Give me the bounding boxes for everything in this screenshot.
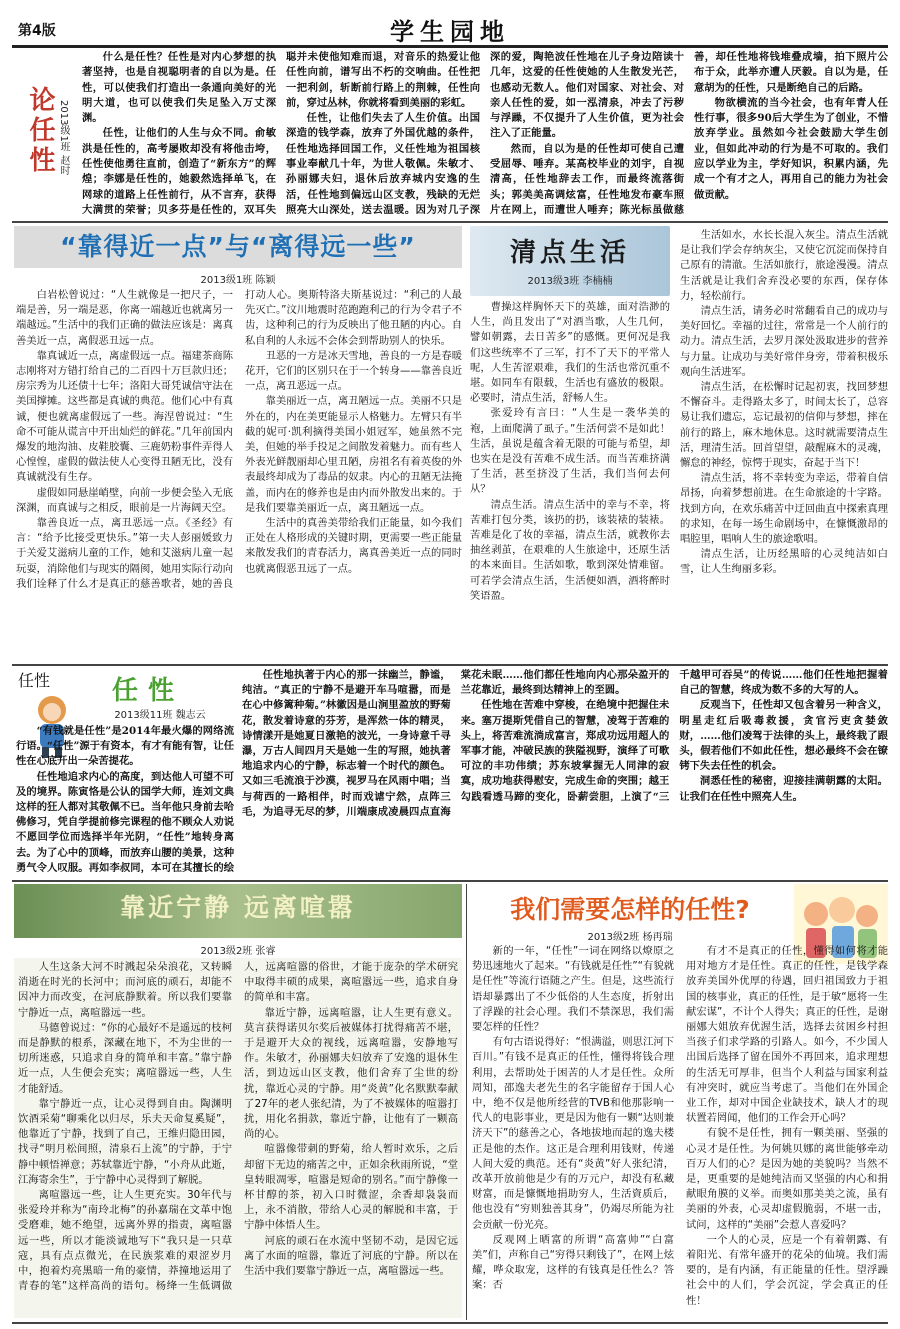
section5-paragraph: 喧嚣像带刺的野菊，给人暂时欢乐，之后却留下无边的痛苦之中，正如余秋雨所说，“堂皇转眼凋零，喧嚣是短命的别名。”而宁静像一杯甘醇的茶，初入口时微涩，余香却袅袅而上，永不消散，带给人心灵的解脱和丰富，于宁静中体悟人生。 bbox=[244, 1143, 458, 1232]
section3-paragraph: 张爱玲有言曰：“人生是一袭华美的袍，上面爬满了虱子。”生活何尝不是如此！生活，虽说是蕴含着无限的可能与希望，却也实在是没有苦难不成生活。而当苦难挤满了生活，甚至挤没了生活，我们当何去何从？ bbox=[470, 407, 670, 496]
divider bbox=[12, 880, 888, 882]
column-divider bbox=[466, 884, 467, 1320]
section6-paragraph: 有才不是真正的任性，懂得如何将才能用对地方才是任性。真正的任性，是钱学森放弃美国外优厚的待遇，回归祖国致力于祖国的核事业，真正的任性，是于敏“愿将一生献宏谋”，不计个人得失；真正的任性，是谢丽娜大姐放弃优渥生活，选择去贫困乡村担当孩子们求学路的引路人。如今，不少国人出国后选择了留在国外不再回来，追求理想的生活无可厚非，但当个人利益与国家利益有冲突时，就应当考虑了。当他们在外国企业工作，却对中国企业缺技术，缺人才的现状置若罔闻，他们的工作会开心吗？ bbox=[686, 945, 888, 1125]
section3-paragraph: 清点生活，将不幸转变为幸运，带着自信昂扬，向着梦想前进。在生命旅途的十字路。找到方向，在欢乐痛苦中迂回曲直中探索真理的求知，在每一场生命剧场中，在慷慨激昂的唱腔里，唱响人生的旅途歌唱。 bbox=[680, 472, 888, 546]
section3-body-b bbox=[680, 228, 888, 662]
section6-title: 我们需要怎样的任性? bbox=[510, 895, 750, 924]
section6-paragraph: 反观网上晒富的所谓“高富帅”“白富美”们，声称自己“穷得只剩钱了”，在网上炫耀，哗众取宠，这样的有钱真是任性么？答案：否 bbox=[472, 1233, 674, 1292]
section2-paragraph: 生活中的真善美带给我们正能量，如今我们正处在人格形成的关键时期，更需要一些正能量来散发我们的青春活力，离真善美近一点的同时也就离假恶丑远了一点。 bbox=[245, 517, 462, 575]
section1-body bbox=[82, 50, 888, 220]
section4-paragraph: 反观当下，任性却又包含着另一种含义，明星走红后吸毒救援，贪官污吏贪婪敛财，……他们凌驾于法律的头上，最终栽了跟头，假若他们不如此任性，想必最终不会在镣铐下失去任性的机会。 bbox=[679, 699, 888, 773]
section4-paragraph: 洞悉任性的秘密，迎接挂满朝露的太阳。让我们在任性中照亮人生。 bbox=[679, 775, 888, 803]
section5-paragraph: 马德曾说过：“你的心最好不是遥远的枝柯而是静默的根系，深藏在地下，不为尘世的一切所迷惑，只追求自身的简单和丰富。”靠宁静近一点，人生便会充实；离喧嚣远一些，人生才能舒适。 bbox=[18, 1021, 232, 1095]
section4-paragraph: 任性地追求内心的高度，到达他人可望不可及的境界。陈寅恪是公认的国学大师，连刘文典这样的狂人都对其敬佩不已。当年他只身前去哈佛修习，凭自学提前修完课程的他不顾众人劝说不愿回学位而选择半年光阴，“任性”地转身离去。为了心中的顶峰，而放弃山腰的美景，这种勇气令人叹服。再如李叔同，本可在其擅长的绘 bbox=[16, 770, 234, 874]
section5-paragraph: 人生这条大河不时溅起朵朵浪花，又转瞬消逝在时光的长河中；而河底的顽石，却能不因冲力而改变，在河底静默着。所以我们要靠宁静近一点，离喧嚣远一些。 bbox=[18, 961, 232, 1019]
section1-paragraph: 物欲横流的当今社会，也有年青人任性行事，很多90后大学生为了创业，不惜放弃学业。虽然如今社会鼓励大学生创业，但如此冲动的行为是不可取的。我们应以学业为主，学好知识，积累内涵，先成一个有才之人，再用自己的能力为社会做贡献。 bbox=[694, 96, 888, 201]
section3-paragraph: 清点生活，在松懈时记起初衷，找回梦想不懈奋斗。走得路太多了，时间太长了，总容易让我们遗忘，忘记最初的信仰与梦想，摔在前行的路上，麻木地休息。这时就需要清点生活，理清生活。回首望望，敲醒麻木的灵魂，懈怠的神经，惊愕于现实，奋起于当下！ bbox=[680, 381, 888, 470]
section4-title: 任性 bbox=[112, 676, 185, 706]
footer-rule bbox=[12, 1322, 888, 1324]
section3-body-a bbox=[470, 300, 670, 662]
section4-paragraph: 任性地在苦难中穿梭，在绝境中把握住未来。塞万提斯凭借自己的智慧，凌驾于苦难的头上，将苦难流淌成富言，郑成功远用超人的军事才能，冲破民族的狭隘视野，演绎了可歌可泣的丰功伟绩；苏东坡掌握无人同津的寂寞，成功地获得慰安，完成生命的突围；越王勾践看透马蹄的变化，卧薪尝胆，上演了“三千越甲可吞吴”的传说……他们任性地把握着自己的智慧，终成为数不多的大写的人。 bbox=[460, 669, 888, 803]
section3-paragraph: 曹操这样胸怀天下的英雄，面对浩渺的人生，尚且发出了“对酒当歌，人生几何，譬如朝露，去日苦多”的感慨。更何况是我们这些统率不了三军，打不了天下的平常人呢，人生苦涩艰难，我们的生活也常沉重不堪。如同车有限载，生活也有盛放的极限。必要时，清点生活，舒畅人生。 bbox=[470, 301, 670, 405]
section5-paragraph: 靠宁静近一点，让心灵得到自由。陶渊明饮酒采菊“聊乘化以归尽，乐夫天命复奚疑”，他靠近了宁静，找到了自己，王维归隐田园，找寻“明月松间照，清泉石上流”的宁静，于宁静中顿悟禅意；苏轼靠近宁静，“小舟从此逝，江海寄余生”，于宁静中心灵得到了解脱。 bbox=[18, 1097, 232, 1186]
section1-paragraph: 任性，让他们失去了人生价值。出国深造的钱学森，放弃了外国优越的条件，任性地选择回国工作，义任性地为祖国核事业奉献几十年，为世人敬佩。朱敏才、孙丽娜夫妇，退休后放弃城内安逸的生活，任性地到偏远山区支教，残缺的无烂照亮大山深处，送去温暖。因为对几子深深的爱，陶艳波任性地在儿子身边陪读十几年，这爱的任性使她的人生散发光芒，也感动无数人。他们对国家、对社会、对亲人任性的爱，如一泓清泉，冲去了污秽与浮躁，不仅提升了人生价值，更为社会注入了正能量。 bbox=[286, 51, 684, 216]
section1-title: 论任性 bbox=[25, 86, 55, 176]
divider bbox=[12, 664, 888, 666]
section3-paragraph: 生活如水，水长长混入灰尘。清点生活就是让我们学会存纳灰尘，又使它沉淀而保持自己原有的清澈。生活如旅行，旅途漫漫。清点生活就是让我们舍弃没必要的东西，保存体力，轻松前行。 bbox=[680, 229, 888, 302]
section1-paragraph: 任性，让他们的人生与众不同。俞敏洪是任性的，高考屡败却没有将他击垮，任性使他勇往直前，创造了“新东方”的辉煌；李娜是任性的，她毅然选择单飞，在网球的道路上任性前行，从不言弃，获得大满贯的荣誉；贝多芬是任性的，双耳失聪并未使他知难而退，对音乐的热爱让他任性向前，谱写出不朽的交响曲。任性把一把利剑，斩断前行路上的荆棘，任性向前，穿过丛林，你就将看到美丽的彩虹。 bbox=[82, 51, 480, 216]
divider bbox=[12, 221, 888, 223]
section2-paragraph: 靠真诚近一点，离虚假远一点。福建茶商陈志刚将对方错打给自己的二百四十万巨款归还；房宗秀为儿还债十七年；洛阳大哥凭诚信守法在美国撑摊。这些都是真诚的典范。他们心中有真诚，便也就离虚假远了一些。海涅曾说过：“生命不可能从谎言中开出灿烂的鲜花。”几年前国内爆发的地沟油、皮鞋胶囊、三鹿奶粉事件弄得人心惶惶，虚假的做法使人心变得丑陋无比，没有真诚就没有生存。 bbox=[16, 349, 233, 484]
section3-paragraph: 清点生活，请务必时常翻看自己的成功与美好回忆。幸福的过往，常常是一个人前行的动力。清点生活，去罗月深处汲取进步的营养与力量。让成功与美好常伴身旁，带着积极乐观向生活进军。 bbox=[680, 305, 888, 378]
section6-paragraph: 新的一年，“任性”一词在网络以燎原之势迅速地火了起来。“有钱就是任性”“有貌就是任性”等流行语随之产生。但是，这些流行语却暴露出了不少低俗的人生态度，折射出了浮躁的社会心理。我们不禁深思，我们需要怎样的任性？ bbox=[472, 945, 674, 1034]
section5-paragraph: 河底的顽石在水流中坚韧不动，是因它远离了水面的喧嚣，靠近了河底的宁静。所以在生活中我们要靠宁静近一点，离喧嚣远一些。 bbox=[244, 1234, 458, 1278]
section2-paragraph: 靠善良近一点，离丑恶远一点。《圣经》有言：“给予比接受更快乐。”第一夫人彭丽媛致力于关爱艾滋病儿童的工作，她和艾滋病儿童一起玩耍，消除他们与现实的隔阂，她用实际行动向我们诠释了什么才是真正的慈善歌者，她的善良打动人心。奥斯特洛夫斯基说过：“利己的人最先灭亡。”汶川地震时范跑跑利己的行为令君子不齿，这种利己的行为反映出了他丑陋的内心。自私自利的人永远不会体会到帮助别人的快乐。 bbox=[16, 289, 462, 590]
section6-paragraph: 有貌不是任性，拥有一颗美丽、坚强的心灵才是任性。为何姚贝娜的离世能够牵动百万人们的心？是因为她的美貌吗？当然不是，更重要的是她纯洁而又坚强的内心和捐献眼角膜的义举。而奥如那美美之流，虽有美丽的外表，心灵却虚假脆弱，不堪一击，试问，这样的“美丽”会惹人喜爱吗？ bbox=[686, 1127, 888, 1231]
section3-byline: 2013级3班 李楠楠 bbox=[527, 276, 613, 287]
section6-paragraph: 有句古语说得好：“恨满溢，则思江河下百川。”有钱不是真正的任性，懂得将钱合理利用，去帮助处于困苦的人才是任性。众所周知，邵逸夫老先生的名字能留存于国人心中，绝不仅是他所经营的TVB和他那影响一代人的电影事业，更是因为他有一颗“达则兼济天下”的慈善之心，各地拔地而起的逸夫楼正是他的杰作。这正是合理利用钱财，传递人间大爱的典范。还有“炎黄”好人张纪清，改革开放前他是少有的万元户，却没有私藏财富，而是慷慨地捐助穷人，生活資质后，他也没有“穷则独善其身”，仍竭尽所能为社会贡献一份光亮。 bbox=[472, 1036, 674, 1231]
section2-byline: 2013级1班 陈颖 bbox=[200, 275, 276, 286]
section5-title: 靠近宁静 远离喧嚣 bbox=[120, 893, 356, 922]
section2-body bbox=[16, 288, 462, 660]
section4-corner-label: 任性 bbox=[18, 671, 51, 690]
section4-body-a bbox=[16, 724, 234, 876]
section6-byline: 2013级2班 杨再瑞 bbox=[587, 932, 673, 943]
section2-paragraph: 丑恶的一方是冰天雪地，善良的一方是春暖花开，它们的区别只在于一个转身——靠善良近一点，离丑恶远一点。 bbox=[245, 349, 462, 393]
section3-title: 清点生活 bbox=[509, 238, 630, 268]
section5-byline: 2013级2班 张睿 bbox=[200, 946, 276, 957]
section6-body bbox=[472, 944, 888, 1320]
section5-paragraph: 离喧嚣远一些，让人生更充实。30年代与张爱玲并称为“南玲北梅”的孙嘉瑞在文革中饱受磨难，她不绝望，远离外界的指责，离喧嚣远一些，所以才能淡诚地写下“我只是一只草寇，具有点点微光，在民族浆难的艰涩岁月中，抱着灼亮黑暗一角的豪情，莽撞地运用了青春的笔”这样高尚的语句。杨绛一生低调做人，远离喧嚣的俗世，才能于庞杂的学术研究中取得丰硕的成果，离喧嚣远一些，追求自身的简单和丰富。 bbox=[18, 961, 458, 1293]
section3-paragraph: 清点生活，让历经黑暗的心灵纯洁如白雪，让人生绚丽多彩。 bbox=[680, 548, 888, 576]
section4-byline: 2013级11班 魏志云 bbox=[114, 710, 206, 721]
page-header bbox=[12, 8, 888, 48]
section5-paragraph: 靠近宁静，远离喧嚣，让人生更有意义。莫言获得诺贝尔奖后被媒体打扰得痛苦不堪，于是避开大众的视线，远离喧嚣，安静地写作。朱敏才，孙丽娜夫妇放弃了安逸的退休生活，到边远山区支教，他们舍弃了尘世的纷扰，靠近心灵的宁静。用“炎黄”化名默默奉献了27年的老人张纪清，为了不被媒体的喧嚣打扰，用化名捐款，靠近宁静，让他有了一颗高尚的心。 bbox=[244, 1006, 458, 1141]
section2-paragraph: 白岩松曾说过：“人生就像是一把尺子，一端是善，另一端是恶，你离一端越近也就离另一端越远。”生活中的我们正确的做法应该是：离真善美近一点，离假恶丑远一点。 bbox=[16, 289, 233, 347]
page-title: 学生园地 bbox=[390, 17, 510, 46]
section5-body bbox=[14, 958, 462, 1318]
page-number: 第4版 bbox=[18, 23, 56, 39]
section1-byline: 2013级1班 赵时 bbox=[58, 100, 69, 175]
section4-body-b bbox=[242, 668, 888, 876]
section4-paragraph: 任性地执著于内心的那一抹幽兰，静谧，纯洁。“真正的宁静不是避开车马喧嚣，而是在心中修篱种菊。”林徽因是山涧里盈放的野菊花，散发着诗意的芬芳，是浑然一体的精灵，诗情漾开是她夏日激艳的波光，一身诗意千寻瀑，万古人间四月天是她一生的写照，她执著地追求内心的宁静，标志着一个时代的颜色。又如三毛流浪于沙漠，视罗马在风雨中唱；当与荷西的一路相伴，时而戏谑宁然，点阵三毛，为追寻无尽的梦，川端康成凌晨四点直海棠花未眠……他们都任性地向内心那朵盈开的兰花靠近，最终到达精神上的至圆。 bbox=[242, 669, 670, 818]
section2-paragraph: 靠美丽近一点，离丑陋远一点。美丽不只是外在的，内在美更能显示人格魅力。左臂只有半截的妮可·凯利摘得美国小姐冠军，她虽然不完美，但她的举手投足之间散发着魅力。而有些人外表光鲜靓丽却心里丑陋，房祖名有着英俊的外表最终却成为了毒品的奴隶。内心的丑陋无法掩盖，而内在的修养也是由内而外散发出来的。于是我们要靠美丽近一点，离丑陋远一点。 bbox=[245, 395, 462, 514]
section3-paragraph: 清点生活。清点生活中的幸与不幸，将苦难打包分类，该扔的扔，该装裱的装裱。苦难是化了妆的幸福，清点生活，就教你去抽丝剥茧，在艰难的人生旅途中，还原生活的本来面目。生活如歌，歌到深处情难留。可若学会清点生活，生活便如酒，酒将醉时笑语盈。 bbox=[470, 498, 670, 602]
section1-paragraph: 然而，自以为是的任性却可使自己遭受屈辱、唾弃。某高校毕业的刘宇，自视清高，任性地辞去工作，而最终流落街头；郭美美高调炫富，任性地发布豪车照片在网上，而遭世人唾弃；陈光标虽做慈善，却任性地将钱堆叠成墙，拍下照片公布于众，此举亦遭人厌毅。自以为是，任意胡为的任性，只是断绝自己的后路。 bbox=[490, 51, 888, 216]
section2-title: “靠得近一点”与“离得远一些” bbox=[14, 226, 462, 268]
section2-paragraph: 虚假如同悬崖峭壁，向前一步便会坠入无底深渊，而真诚与之相反，眼前是一片海阔天空。 bbox=[16, 486, 233, 514]
section4-paragraph: “有钱就是任性”是2014年最火爆的网络流行语。“任性”源于有资本，有才有能有智，让任性在心底开出一朵苦提花。 bbox=[16, 725, 234, 768]
section6-paragraph: 一个人的心灵，应是一个有着朝露、有着阳光、有常年盛开的花朵的仙境。我们需要的，是有内涵，有正能量的任性。望浮躁社会中的人们，学会沉淀，学会真正的任性！ bbox=[686, 1233, 888, 1307]
section1-paragraph: 什么是任性？任性是对内心梦想的执著坚持，也是自视聪明者的自以为是。任性，可以使我们打造出一条通向美好的光明大道，也可以使我们失足坠入万丈深渊。 bbox=[82, 51, 276, 125]
